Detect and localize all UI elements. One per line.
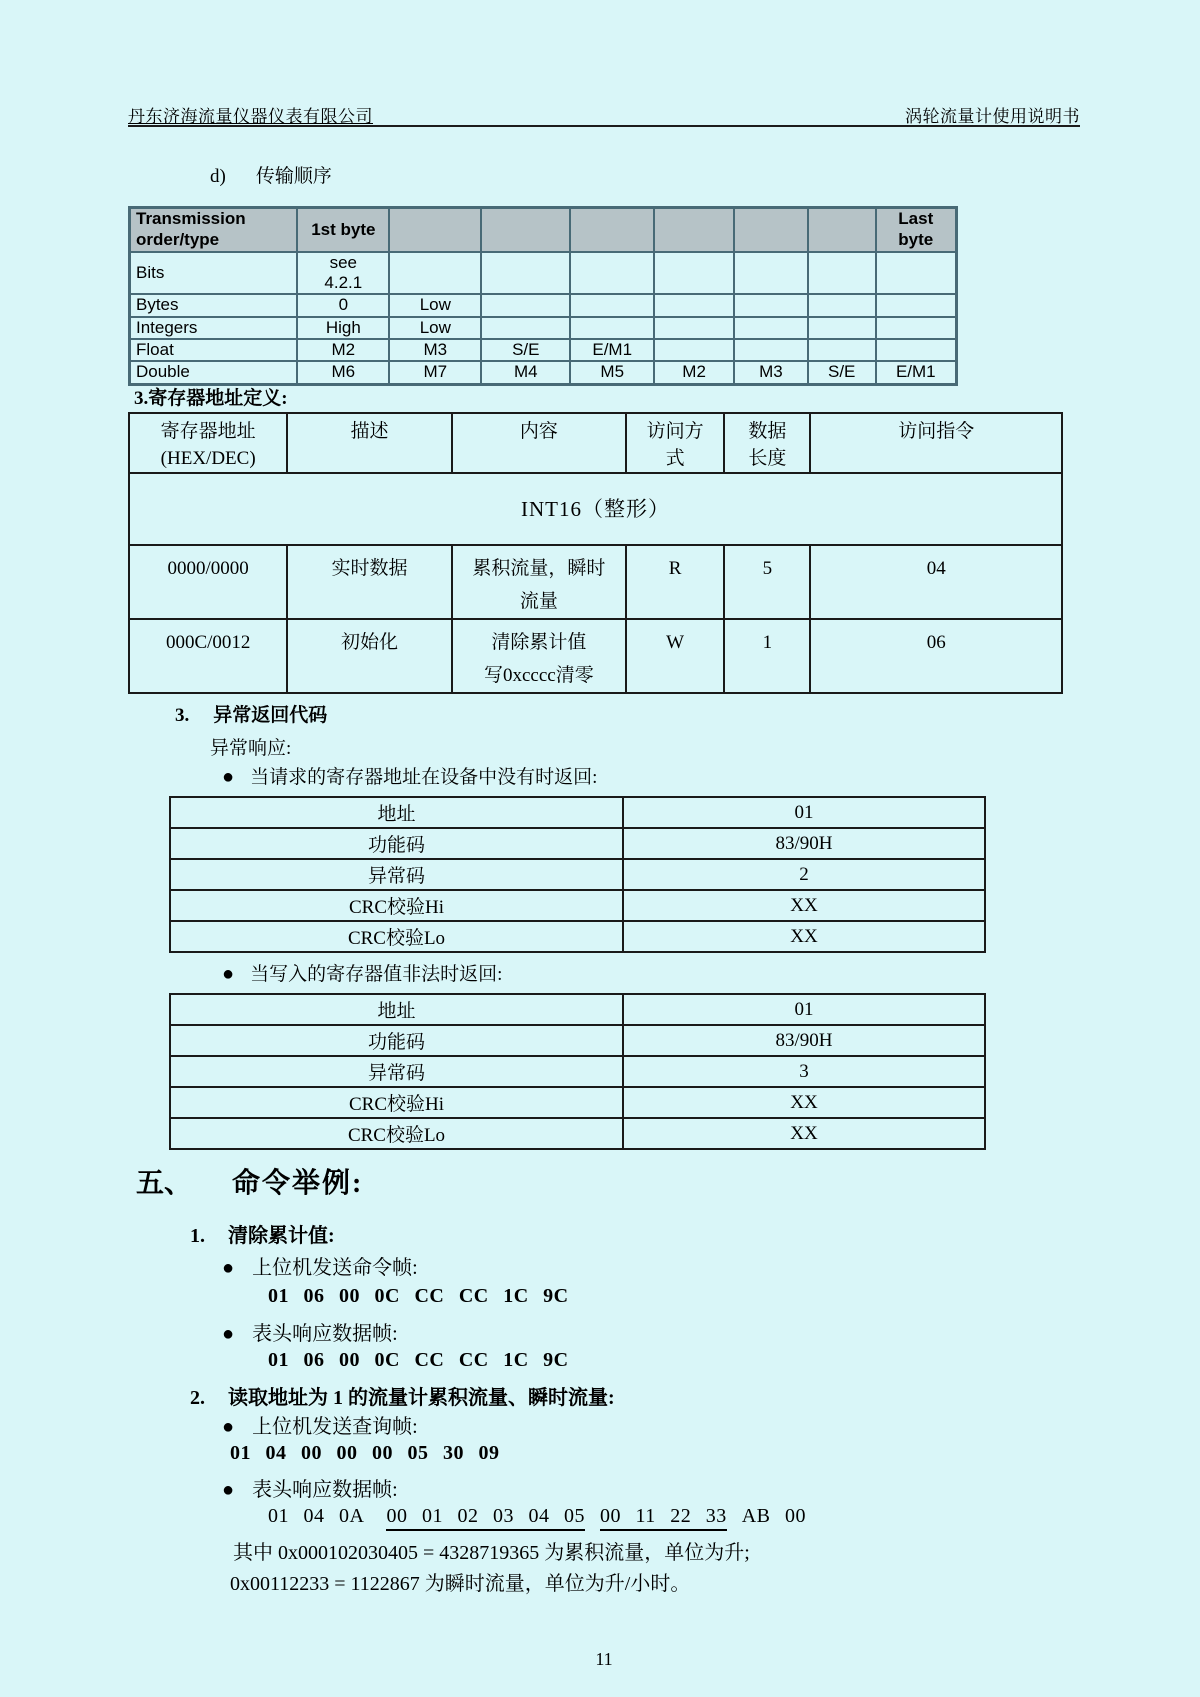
- table-cell: [654, 317, 734, 339]
- table-cell: CRC校验Lo: [170, 921, 623, 952]
- header-cell: [724, 413, 810, 473]
- table-row: [130, 339, 957, 361]
- item-title: 读取地址为 1 的流量计累积流量、瞬时流量:: [228, 1387, 615, 1409]
- exception-table-1: [169, 796, 986, 953]
- table-cell: [734, 252, 808, 295]
- list-label: 2.: [190, 1387, 205, 1409]
- cell-line: 描述: [350, 421, 389, 442]
- heading-text: 命令举例:: [232, 1168, 364, 1199]
- table-cell: 000C/0012: [129, 619, 287, 693]
- cell-line: 内容: [519, 421, 558, 442]
- table-cell: 06: [810, 619, 1062, 693]
- item2-note-1: 其中 0x000102030405 = 4328719365 为累积流量，单位为升;: [233, 1542, 750, 1564]
- table-row: [170, 994, 985, 1025]
- table-cell: 01: [623, 994, 985, 1025]
- frame-prefix: 01 04 0A: [268, 1505, 365, 1527]
- table-row: [129, 545, 1062, 619]
- table-cell: 83/90H: [623, 1025, 985, 1056]
- table-row: [130, 361, 957, 384]
- item-title: 清除累计值:: [228, 1225, 335, 1247]
- item1-command-frame: 01 06 00 0C CC CC 1C 9C: [268, 1285, 569, 1307]
- table-cell: [876, 294, 957, 316]
- header-cell: [654, 208, 734, 252]
- table-cell: High: [297, 317, 389, 339]
- table-cell: [808, 339, 876, 361]
- cell-line: 数据: [748, 421, 787, 442]
- cell-line: 清除累计值: [491, 632, 587, 653]
- table-cell: [734, 317, 808, 339]
- table-cell: XX: [623, 890, 985, 921]
- bullet-icon: ●: [222, 1416, 235, 1438]
- list-label: 3.: [175, 705, 190, 726]
- bullet-text: 上位机发送查询帧:: [252, 1416, 418, 1438]
- table-row: [170, 890, 985, 921]
- exception-case2-label: [222, 959, 502, 986]
- register-definition-heading: 3.寄存器地址定义:: [134, 388, 288, 409]
- header-cell: [452, 413, 626, 473]
- frame-crc-bytes: AB 00: [741, 1505, 807, 1527]
- transmission-order-heading: [210, 161, 332, 188]
- list-label: 五、: [136, 1168, 193, 1199]
- item2-step2-label: [222, 1473, 398, 1502]
- table-cell: 异常码: [170, 1056, 623, 1087]
- table-cell: 功能码: [170, 1025, 623, 1056]
- table-cell: 实时数据: [287, 545, 451, 619]
- item1-step2-label: [222, 1317, 398, 1346]
- exception-table-2: [169, 993, 986, 1150]
- table-row: [170, 1056, 985, 1087]
- table-cell: 初始化: [287, 619, 451, 693]
- table-cell: [481, 252, 570, 295]
- header-cell: [129, 413, 287, 473]
- table-cell: 04: [810, 545, 1062, 619]
- frame-instant-bytes: 00 11 22 33: [600, 1505, 727, 1531]
- bullet-icon: ●: [222, 963, 235, 985]
- table-cell: 01: [623, 797, 985, 828]
- table-cell: [452, 619, 626, 693]
- group-row: [129, 473, 1062, 545]
- table-header-row: [130, 208, 957, 252]
- table-cell: Double: [130, 361, 298, 384]
- table-row: [170, 828, 985, 859]
- item2-response-frame: [268, 1505, 806, 1528]
- table-cell: [452, 545, 626, 619]
- table-cell: Low: [389, 317, 481, 339]
- header-cell: [808, 208, 876, 252]
- table-row: [170, 1025, 985, 1056]
- cell-line: 流量: [519, 591, 558, 612]
- exception-subtitle: 异常响应:: [210, 738, 292, 759]
- table-cell: R: [626, 545, 724, 619]
- table-cell: [876, 339, 957, 361]
- table-cell: [654, 294, 734, 316]
- item1-response-frame: 01 06 00 0C CC CC 1C 9C: [268, 1349, 569, 1371]
- table-cell: [876, 317, 957, 339]
- table-row: [170, 1118, 985, 1149]
- table-cell: [481, 294, 570, 316]
- table-cell: W: [626, 619, 724, 693]
- table-cell: Low: [389, 294, 481, 316]
- table-cell: [734, 339, 808, 361]
- table-cell: 2: [623, 859, 985, 890]
- header-cell: Last byte: [876, 208, 957, 252]
- exception-case1-label: [222, 762, 597, 789]
- table-cell: [389, 252, 481, 295]
- header-cell: [570, 208, 654, 252]
- bullet-text: 上位机发送命令帧:: [252, 1257, 418, 1279]
- table-cell: S/E: [481, 339, 570, 361]
- table-row: [170, 1087, 985, 1118]
- table-cell: M4: [481, 361, 570, 384]
- bullet-icon: ●: [222, 766, 235, 788]
- table-row: [130, 252, 957, 295]
- header-cell: [287, 413, 451, 473]
- page-number: 11: [595, 1649, 613, 1669]
- table-cell: XX: [623, 1087, 985, 1118]
- table-cell: CRC校验Hi: [170, 890, 623, 921]
- table-cell: 地址: [170, 797, 623, 828]
- group-cell: INT16（整形）: [129, 473, 1062, 545]
- table-cell: M5: [570, 361, 654, 384]
- table-cell: [876, 252, 957, 295]
- bullet-text: 表头响应数据帧:: [252, 1479, 398, 1501]
- table-row: [130, 317, 957, 339]
- item2-step1-label: [222, 1410, 418, 1439]
- table-cell: M3: [389, 339, 481, 361]
- table-cell: [808, 317, 876, 339]
- table-cell: CRC校验Hi: [170, 1087, 623, 1118]
- table-cell: E/M1: [570, 339, 654, 361]
- table-cell: XX: [623, 1118, 985, 1149]
- bullet-icon: ●: [222, 1479, 235, 1501]
- header-rule: [128, 125, 1080, 127]
- header-cell: [810, 413, 1062, 473]
- table-cell: 3: [623, 1056, 985, 1087]
- company-name: 丹东济海流量仪器仪表有限公司: [128, 107, 373, 126]
- item1-step1-label: [222, 1251, 418, 1280]
- table-cell: 5: [724, 545, 810, 619]
- table-row: [170, 921, 985, 952]
- cell-line: 访问方: [646, 421, 704, 442]
- command-item-2-title: [190, 1381, 615, 1410]
- command-item-1-title: [190, 1219, 335, 1248]
- header-cell: [389, 208, 481, 252]
- table-cell: 0000/0000: [129, 545, 287, 619]
- table-cell: [808, 252, 876, 295]
- table-cell: 0: [297, 294, 389, 316]
- table-cell: E/M1: [876, 361, 957, 384]
- table-cell: S/E: [808, 361, 876, 384]
- heading-text: 传输顺序: [255, 166, 332, 187]
- table-cell: M6: [297, 361, 389, 384]
- table-cell: [570, 294, 654, 316]
- bullet-icon: ●: [222, 1323, 235, 1345]
- table-cell: Integers: [130, 317, 298, 339]
- cell-line: 写0xcccc清零: [483, 665, 594, 686]
- header-cell: [734, 208, 808, 252]
- table-cell: 异常码: [170, 859, 623, 890]
- table-cell: 功能码: [170, 828, 623, 859]
- item2-note-2: 0x00112233 = 1122867 为瞬时流量，单位为升/小时。: [230, 1573, 691, 1595]
- doc-title: 涡轮流量计使用说明书: [905, 107, 1080, 126]
- table-cell: [297, 252, 389, 295]
- bullet-text: 当请求的寄存器地址在设备中没有时返回:: [250, 767, 598, 788]
- table-header-row: [129, 413, 1062, 473]
- table-cell: Bytes: [130, 294, 298, 316]
- table-cell: XX: [623, 921, 985, 952]
- item2-query-frame: 01 04 00 00 00 05 30 09: [230, 1442, 500, 1464]
- table-cell: [654, 339, 734, 361]
- bullet-text: 当写入的寄存器值非法时返回:: [250, 964, 503, 985]
- header-cell: 1st byte: [297, 208, 389, 252]
- table-cell: [734, 294, 808, 316]
- bullet-text: 表头响应数据帧:: [252, 1323, 398, 1345]
- table-cell: [654, 252, 734, 295]
- table-cell: 83/90H: [623, 828, 985, 859]
- cell-line: 访问指令: [898, 421, 975, 442]
- table-row: [129, 619, 1062, 693]
- table-cell: Float: [130, 339, 298, 361]
- table-cell: CRC校验Lo: [170, 1118, 623, 1149]
- table-cell: Bits: [130, 252, 298, 295]
- table-cell: [570, 317, 654, 339]
- header-cell: Transmission order/type: [130, 208, 298, 252]
- table-cell: 1: [724, 619, 810, 693]
- header-cell: [626, 413, 724, 473]
- list-label: 1.: [190, 1225, 205, 1247]
- table-cell: [481, 317, 570, 339]
- frame-accumulated-bytes: 00 01 02 03 04 05: [386, 1505, 585, 1531]
- table-row: [170, 797, 985, 828]
- table-cell: M7: [389, 361, 481, 384]
- register-table: [128, 412, 1063, 694]
- commands-heading: [136, 1161, 363, 1201]
- heading-text: 异常返回代码: [213, 705, 328, 726]
- table-cell: [808, 294, 876, 316]
- list-label: d): [210, 166, 226, 187]
- cell-line: 长度: [748, 448, 787, 469]
- table-row: [130, 294, 957, 316]
- cell-line: 累积流量，瞬时: [472, 558, 606, 579]
- table-cell: [570, 252, 654, 295]
- cell-text: see 4.2.1: [324, 252, 363, 292]
- bullet-icon: ●: [222, 1257, 235, 1279]
- cell-line: 寄存器地址: [160, 421, 256, 442]
- table-row: [170, 859, 985, 890]
- table-cell: M2: [297, 339, 389, 361]
- cell-line: (HEX/DEC): [160, 448, 256, 469]
- table-cell: M3: [734, 361, 808, 384]
- table-cell: M2: [654, 361, 734, 384]
- header-cell: [481, 208, 570, 252]
- cell-line: 式: [665, 448, 685, 469]
- table-cell: 地址: [170, 994, 623, 1025]
- transmission-order-table: [128, 206, 958, 386]
- exception-heading: [175, 700, 327, 727]
